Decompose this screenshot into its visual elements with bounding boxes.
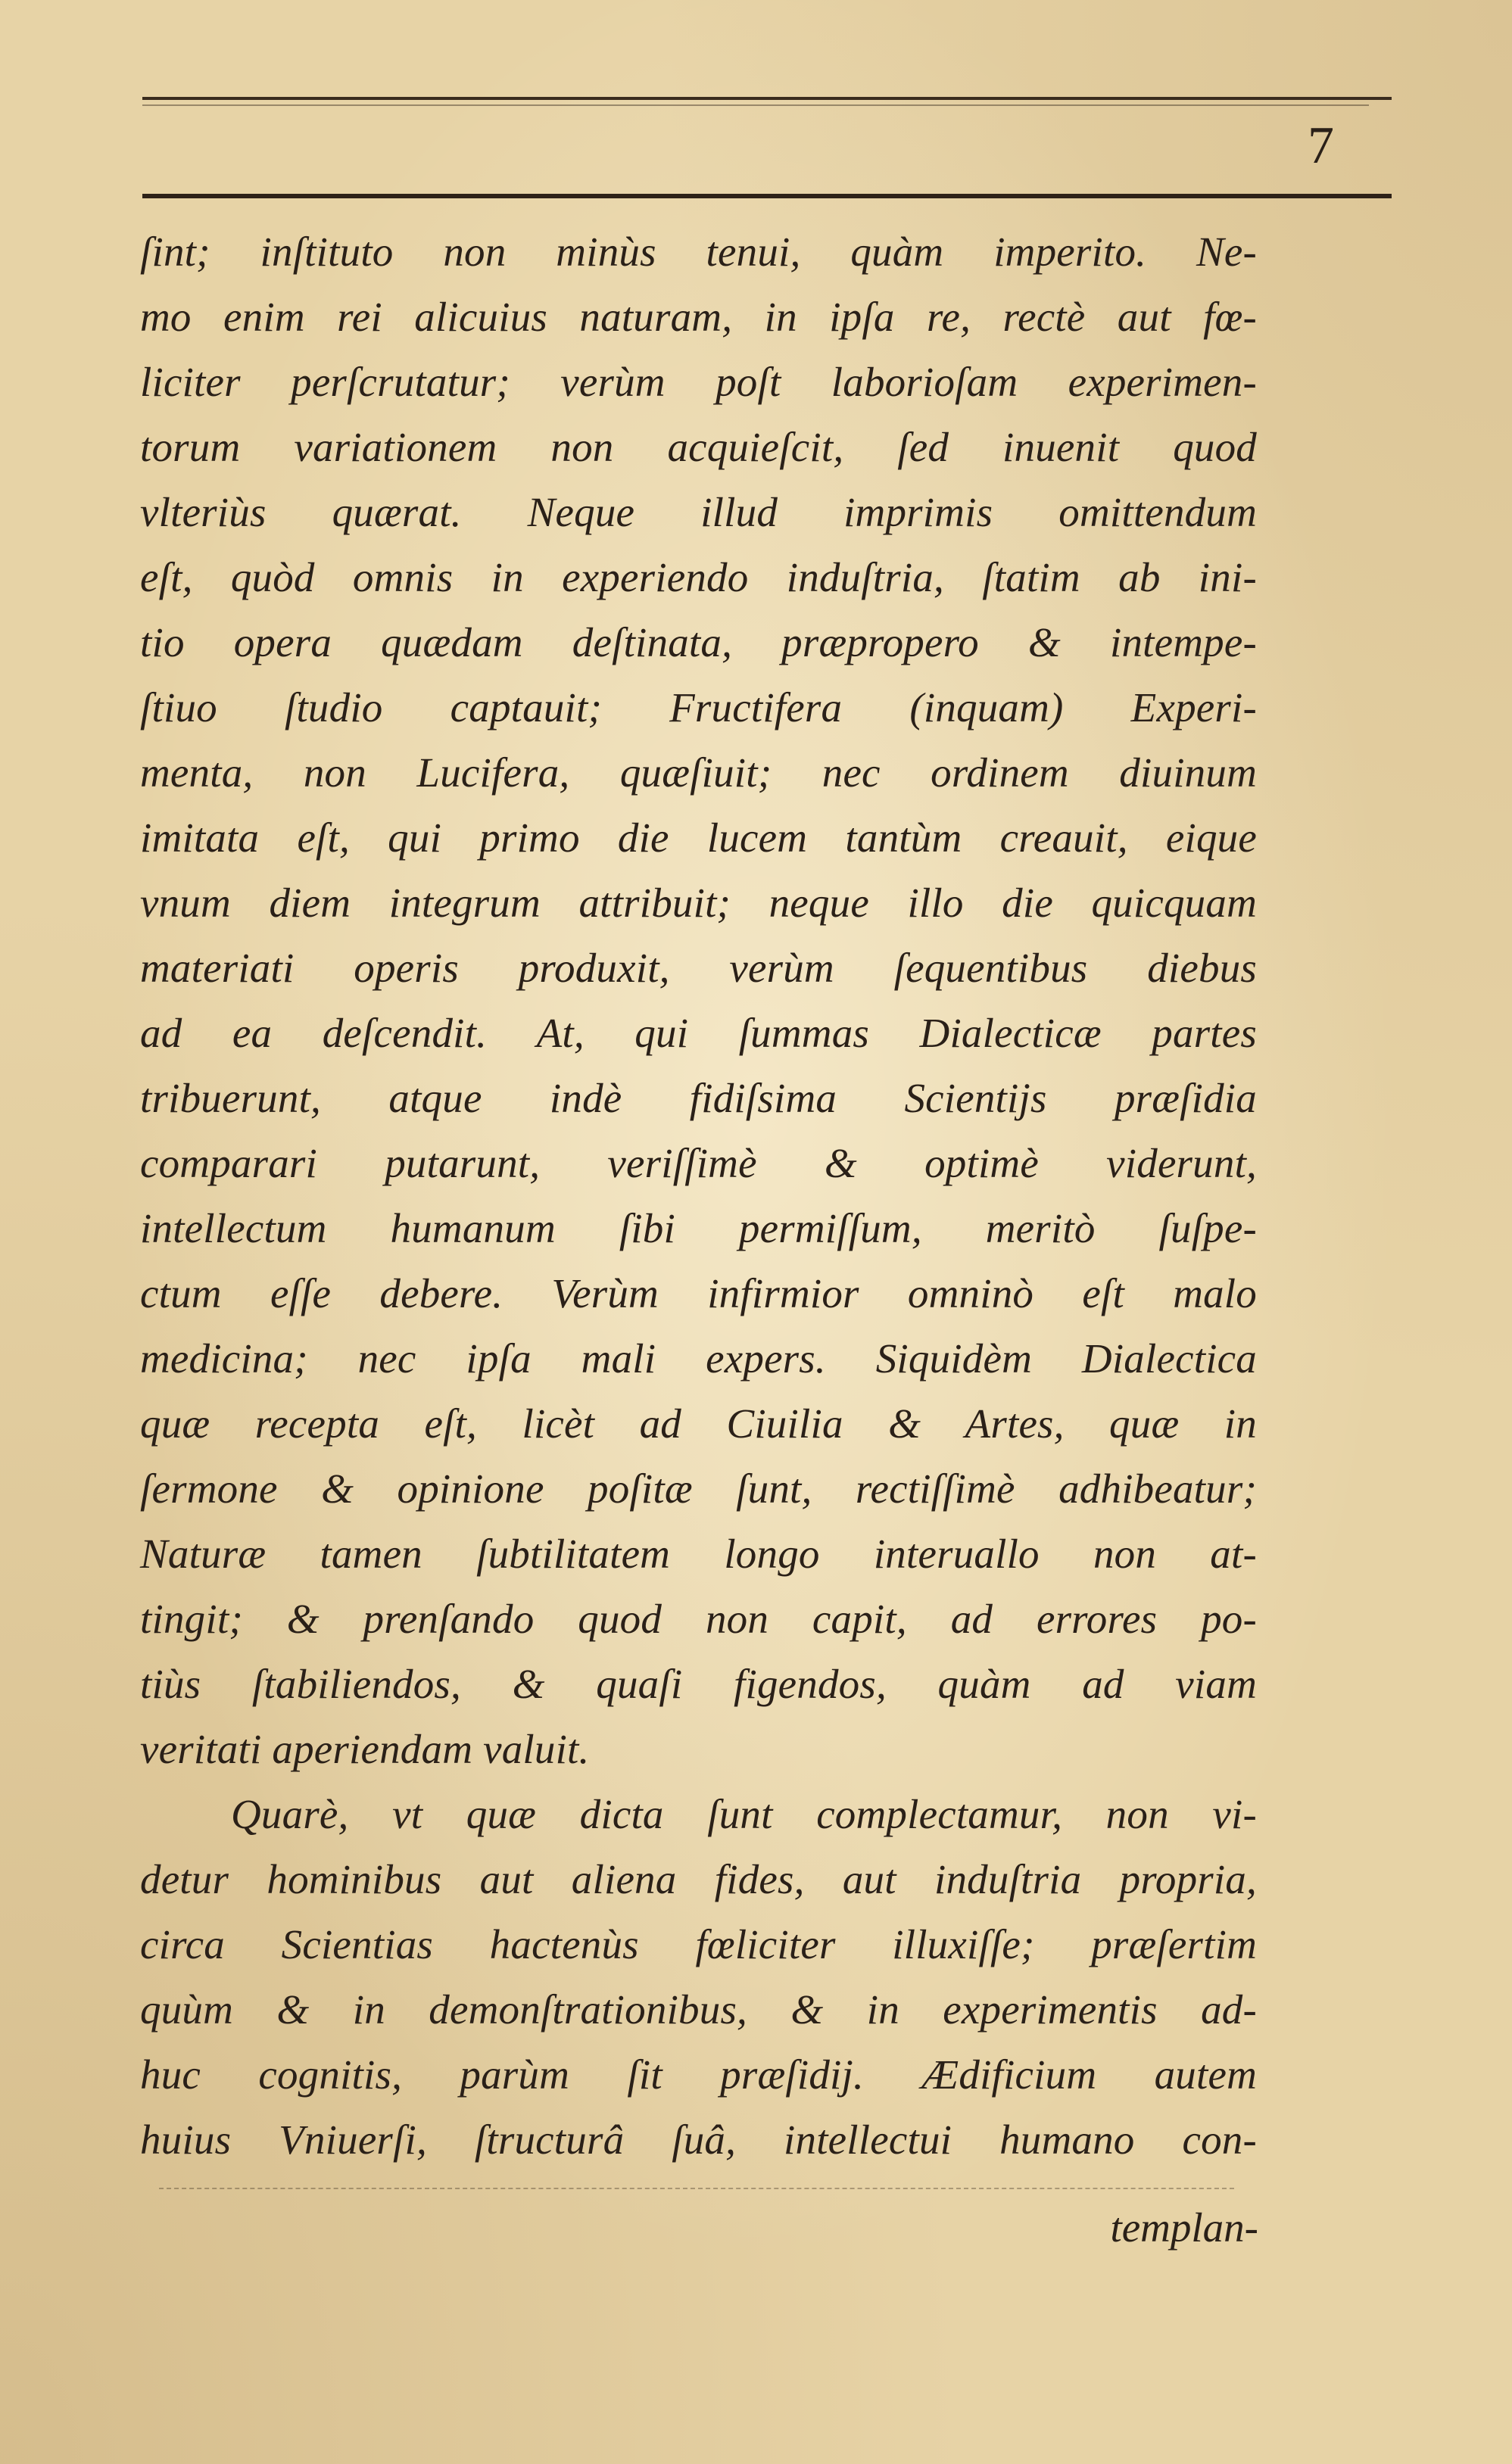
text-line: tribuerunt, atque indè fidiſsima Scientijs præſidia bbox=[140, 1075, 1257, 1121]
top-rule-thin bbox=[142, 104, 1369, 106]
text-line: vnum diem integrum attribuit; neque illo die quicquam bbox=[140, 880, 1257, 926]
text-line: huc cognitis, parùm ſit præſidij. Ædificium autem bbox=[140, 2051, 1257, 2098]
text-line: imitata eſt, qui primo die lucem tantùm creauit, eique bbox=[140, 815, 1257, 861]
text-line: veritati aperiendam valuit. bbox=[140, 1726, 590, 1772]
text-line: ad ea deſcendit. At, qui ſummas Dialecticæ partes bbox=[140, 1010, 1257, 1056]
text-line: quùm & in demonſtrationibus, & in experimentis ad- bbox=[140, 1986, 1257, 2033]
text-line: ſtiuo ſtudio captauit; Fructifera (inquam) Experi- bbox=[140, 684, 1257, 730]
text-line: tio opera quædam deſtinata, præpropero & intempe- bbox=[140, 619, 1257, 665]
header-rule bbox=[142, 194, 1392, 198]
text-line: medicina; nec ipſa mali expers. Siquidèm Dialectica bbox=[140, 1335, 1257, 1382]
text-line: tingit; & prenſando quod non capit, ad errores po- bbox=[140, 1596, 1257, 1642]
text-line: ſermone & opinione poſitæ ſunt, rectiſſimè adhibeatur; bbox=[140, 1466, 1257, 1512]
body-text bbox=[140, 220, 1257, 2173]
catchword-rule bbox=[159, 2188, 1234, 2189]
text-line: quæ recepta eſt, licèt ad Ciuilia & Artes, quæ in bbox=[140, 1400, 1257, 1447]
text-line: Quarè, vt quæ dicta ſunt complectamur, non vi- bbox=[231, 1791, 1257, 1837]
text-line: comparari putarunt, veriſſimè & optimè viderunt, bbox=[140, 1140, 1257, 1186]
text-line: intellectum humanum ſibi permiſſum, meritò ſuſpe- bbox=[140, 1205, 1257, 1251]
text-line: detur hominibus aut aliena fides, aut induſtria propria, bbox=[140, 1856, 1257, 1902]
text-line: ctum eſſe debere. Verùm infirmior omninò eſt malo bbox=[140, 1270, 1257, 1316]
text-line: vlteriùs quærat. Neque illud imprimis omittendum bbox=[140, 489, 1257, 535]
text-line: circa Scientias hactenùs fœliciter illuxiſſe; præſertim bbox=[140, 1921, 1257, 1967]
text-line: huius Vniuerſi, ſtructurâ ſuâ, intellectui humano con- bbox=[140, 2117, 1257, 2163]
text-line: eſt, quòd omnis in experiendo induſtria, ſtatim ab ini- bbox=[140, 554, 1257, 600]
top-rule bbox=[142, 97, 1392, 100]
text-line: mo enim rei alicuius naturam, in ipſa re, rectè aut fœ- bbox=[140, 294, 1257, 340]
text-line: torum variationem non acquieſcit, ſed inuenit quod bbox=[140, 424, 1257, 470]
text-line: Naturæ tamen ſubtilitatem longo interuallo non at- bbox=[140, 1531, 1257, 1577]
text-line: ſint; inſtituto non minùs tenui, quàm imperito. Ne- bbox=[140, 229, 1257, 275]
text-line: tiùs ſtabiliendos, & quaſi figendos, quàm ad viam bbox=[140, 1661, 1257, 1707]
catchword: templan- bbox=[1110, 2204, 1258, 2251]
text-line: materiati operis produxit, verùm ſequentibus diebus bbox=[140, 945, 1257, 991]
page-number: 7 bbox=[1308, 117, 1334, 175]
text-line: liciter perſcrutatur; verùm poſt laborioſam experimen- bbox=[140, 359, 1257, 405]
text-line: menta, non Lucifera, quæſiuit; nec ordinem diuinum bbox=[140, 749, 1257, 796]
